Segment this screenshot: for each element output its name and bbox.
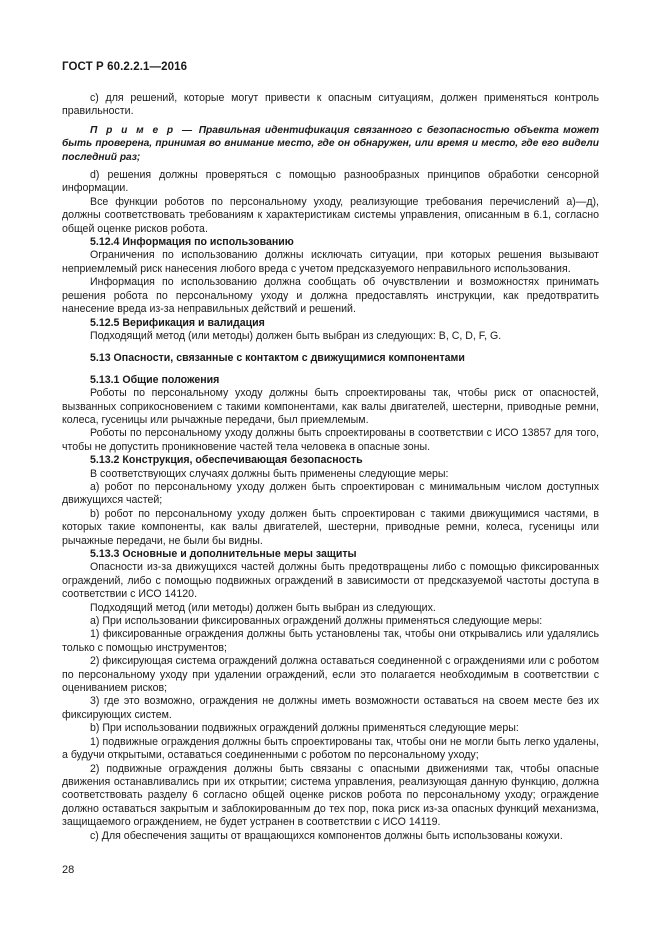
paragraph: d) решения должны проверяться с помощью разнообразных принципов обработки сенсорной информации. [62, 169, 599, 195]
paragraph: Роботы по персональному уходу должны быть спроектированы так, чтобы риск от опасностей, вызванных соприкосновением с такими компонентами, как валы двигателей, шестерни, приводные ремни, колеса, гусеницы или рычажные передачи, был приемлемым. [62, 387, 599, 426]
example-lead: П р и м е р — [90, 124, 195, 136]
paragraph: Роботы по персональному уходу должны быть спроектированы в соответствии с ИСО 13857 для того, чтобы не допустить проникновение частей тела человека в опасные зоны. [62, 427, 599, 453]
list-item: 3) где это возможно, ограждения не должны иметь возможности оставаться на своем месте без их фиксирующих систем. [62, 695, 599, 721]
section-heading-5-12-5: 5.12.5 Верификация и валидация [90, 316, 265, 329]
list-item: b) робот по персональному уходу должен быть спроектирован с такими движущимися частями, в которых такие компоненты, как валы двигателей, шестерни, приводные ремни, колеса, гусеницы или рычажные передачи, не были бы видны. [62, 507, 599, 547]
list-item: 2) фиксирующая система ограждений должна оставаться соединенной с ограждениями или с роботом по персональному уходу при удалении ограждений, если это полагается необходимым в соответствии с оцениванием рисков; [62, 655, 599, 695]
page-number: 28 [62, 864, 75, 876]
section-heading-5-13-2: 5.13.2 Конструкция, обеспечивающая безопасность [90, 454, 363, 467]
paragraph: В соответствующих случаях должны быть применены следующие меры: [90, 467, 449, 480]
section-heading-5-13-1: 5.13.1 Общие положения [90, 373, 220, 386]
paragraph: Подходящий метод (или методы) должен быть выбран из следующих: B, C, D, F, G. [90, 329, 502, 342]
example-note [62, 124, 599, 164]
page-body [62, 92, 599, 843]
paragraph: Все функции роботов по персональному уходу, реализующие требования перечислений а)—д), должны соответствовать требованиям к характеристикам системы управления, описанным в 6.1, согласно общей оценке рисков робота. [62, 195, 599, 235]
list-item: а) При использовании фиксированных ограждений должны применяться следующие меры: [90, 615, 543, 628]
list-item: 1) фиксированные ограждения должны быть установлены так, чтобы они открывались или удалялись только с помощью инструментов; [62, 628, 599, 654]
section-heading-5-13: 5.13 Опасности, связанные с контактом с движущимися компонентами [90, 352, 465, 365]
section-heading-5-12-4: 5.12.4 Информация по использованию [90, 236, 294, 249]
example-body: Правильная идентификация связанного с безопасностью объекта может быть проверена, принимая во внимание место, где он обнаружен, или время и место, где его видели последний раз; [62, 124, 600, 163]
list-item: 1) подвижные ограждения должны быть спроектированы так, чтобы они не могли быть легко удалены, а будучи открытыми, оставаться соединенными с роботом по персональному уходу; [62, 735, 599, 762]
list-item: 2) подвижные ограждения должны быть связаны с опасными движениями так, чтобы опасные движения останавливались при их открытии; система управления, реализующая данную функцию, должна соответствовать разделу 6 согласно общей оценке рисков робота по персональному уходу; ограждение должно оставаться закрытым и заблокированным до тех пор, пока риск из-за опасных функций механизма, защищаемого ограждением, не будет устранен в соответствии с ИСО 14119. [62, 762, 599, 829]
paragraph: c) для решений, которые могут привести к опасным ситуациям, должен применяться контроль правильности. [62, 92, 599, 118]
paragraph: Подходящий метод (или методы) должен быть выбран из следующих. [90, 601, 436, 614]
paragraph: Информация по использованию должна сообщать об очувствлении и возможностях принимать решения робота по персональному уходу и должна предоставлять инструкции, как предотвратить нанесение вреда из-за неправильных действий и решений. [62, 276, 599, 316]
section-heading-5-13-3: 5.13.3 Основные и дополнительные меры защиты [90, 548, 357, 560]
page-header-doc-id: ГОСТ Р 60.2.2.1—2016 [62, 61, 188, 73]
paragraph: Опасности из-за движущихся частей должны быть предотвращены либо с помощью фиксированных ограждений, либо с помощью подвижных ограждений в зависимости от предсказуемой частоты доступа в соответствии с ИСО 14120. [62, 561, 599, 601]
list-item: b) При использовании подвижных ограждений должны применяться следующие меры: [90, 722, 519, 735]
list-item: c) Для обеспечения защиты от вращающихся компонентов должны быть использованы кожухи. [90, 829, 563, 842]
list-item: а) робот по персональному уходу должен быть спроектирован с минимальным числом доступных движущихся частей; [62, 480, 599, 507]
paragraph: Ограничения по использованию должны исключать ситуации, при которых решения вызывают неприемлемый риск нанесения любого вреда с учетом предсказуемого неправильного использования. [62, 249, 599, 275]
